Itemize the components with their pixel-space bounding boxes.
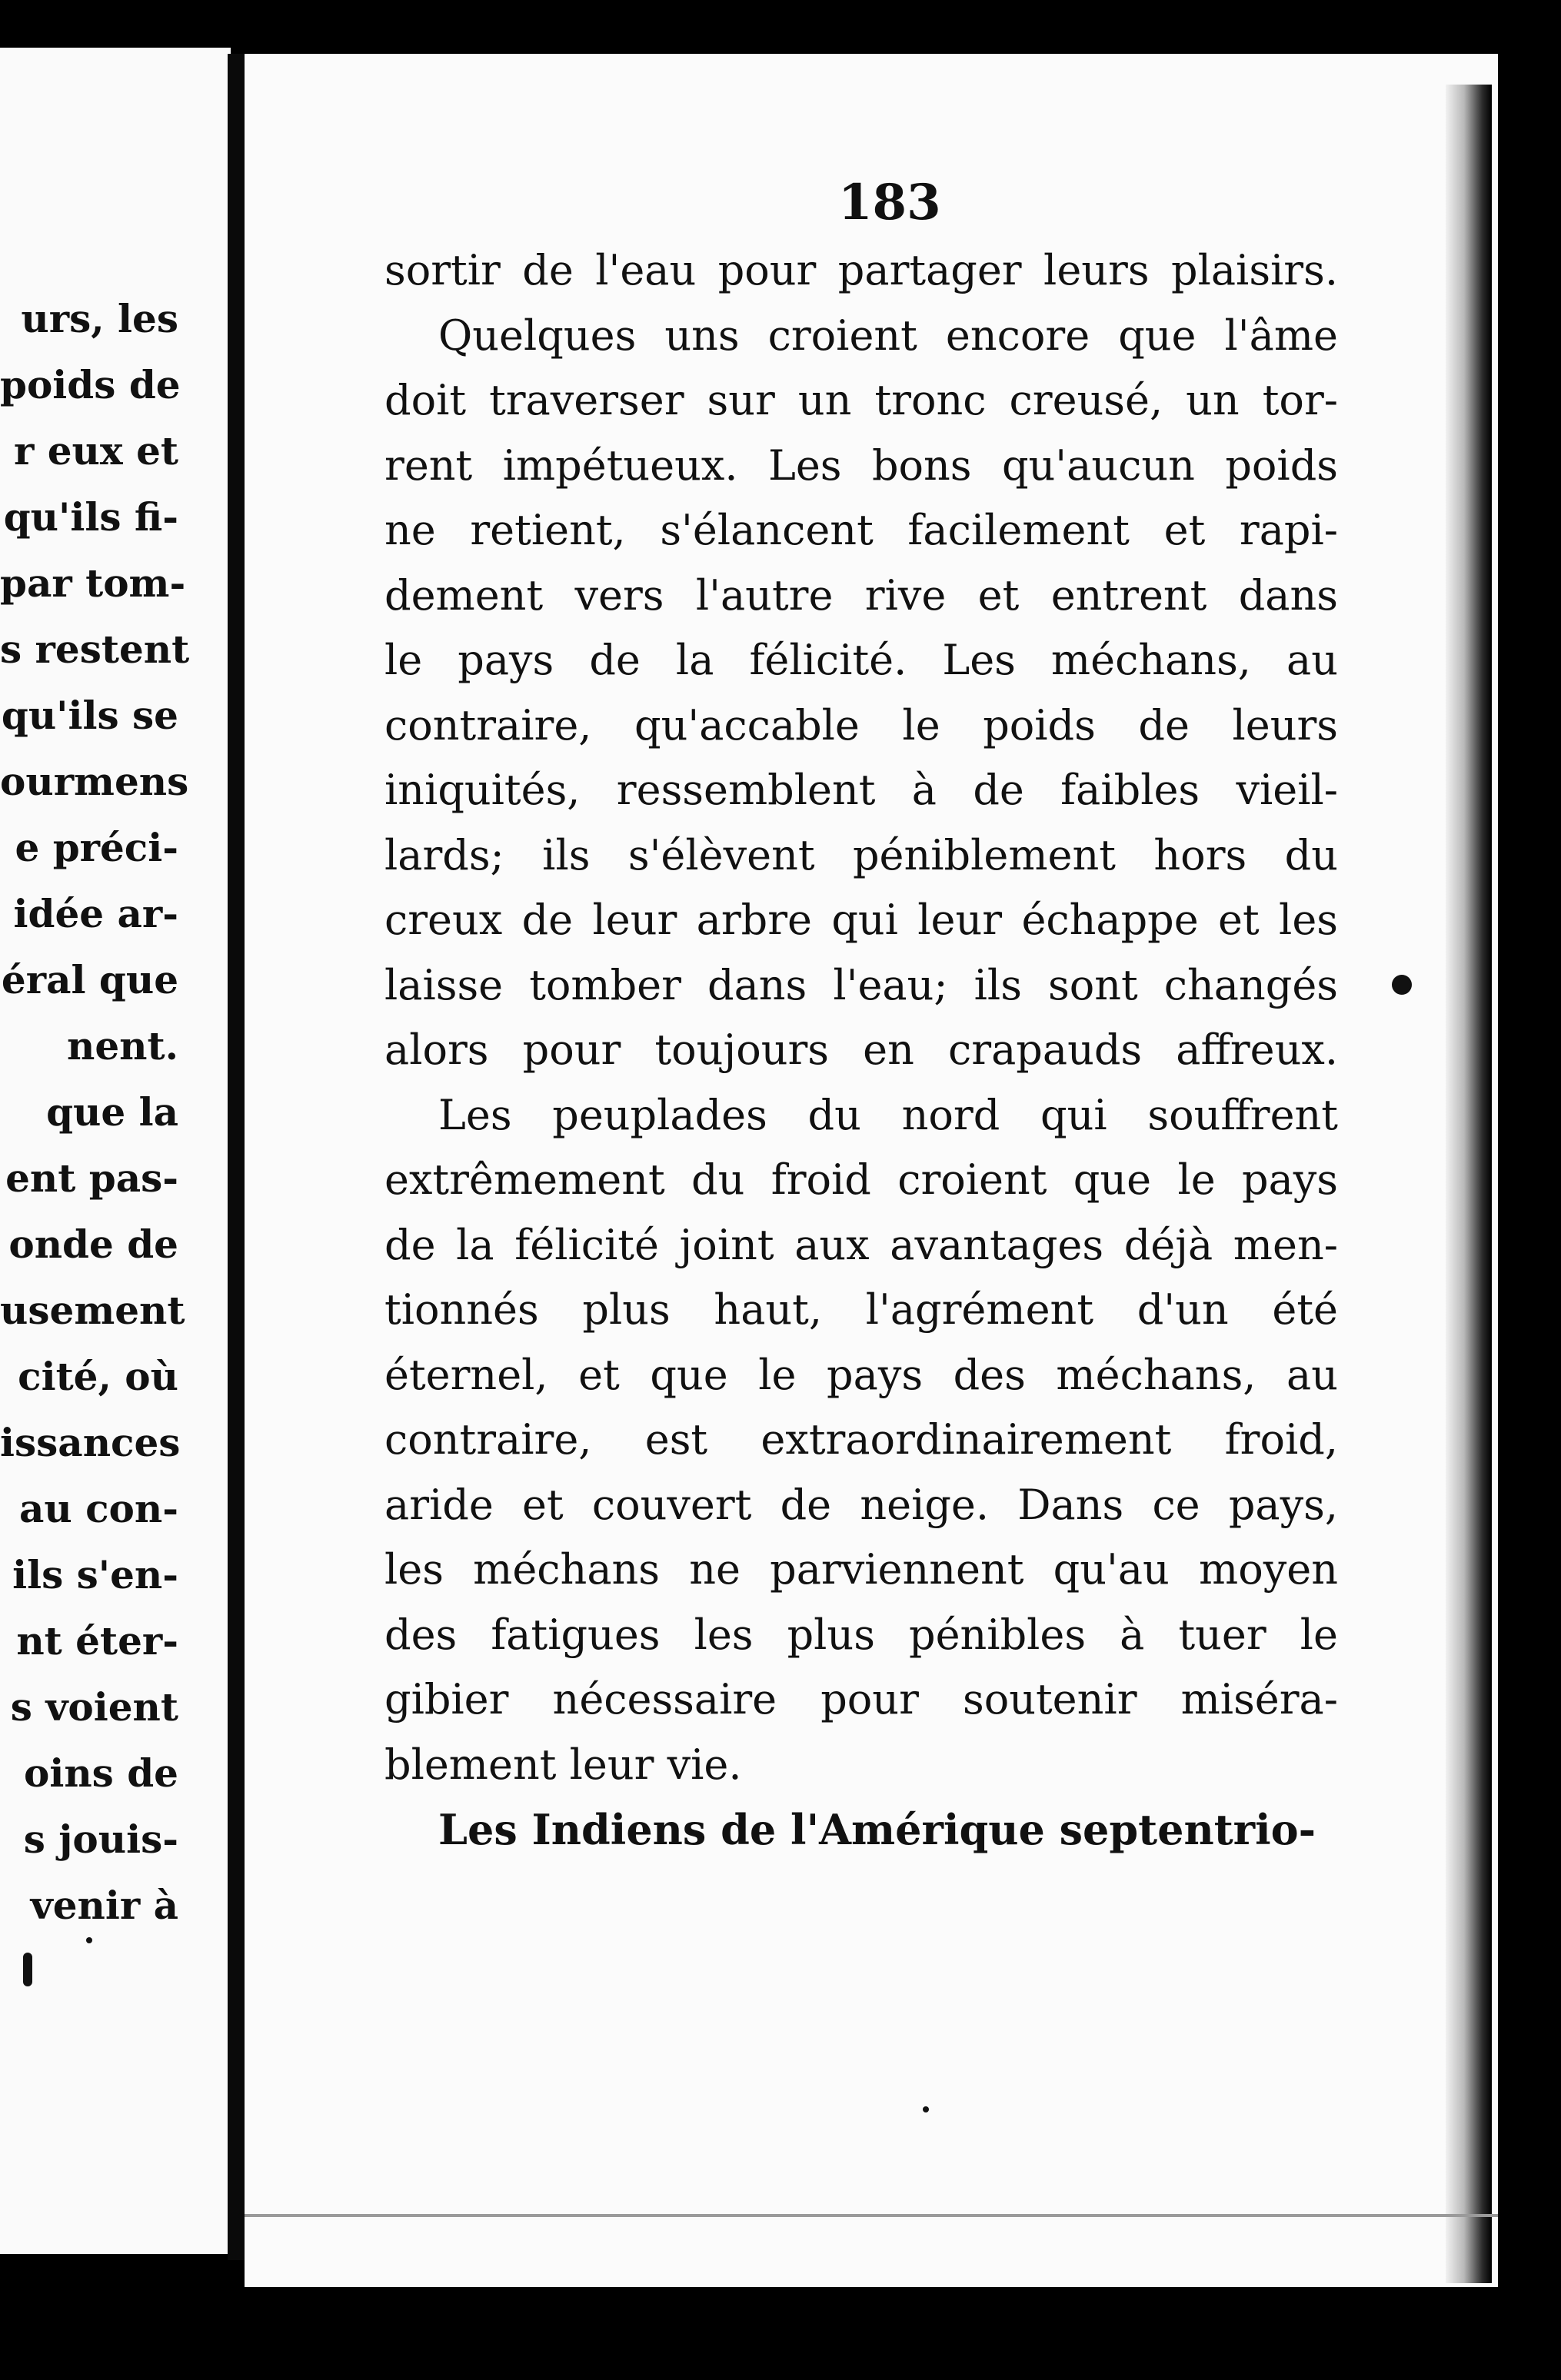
text-line: rent impétueux. Les bons qu'aucun poids [384,440,1338,490]
ink-speck [923,2106,929,2112]
previous-page-line: par tom- [0,560,186,606]
text-line: contraire, est extraordinairement froid, [384,1415,1338,1464]
previous-page-line: oins de [23,1750,178,1796]
text-line: dement vers l'autre rive et entrent dans [384,570,1338,620]
text-line: de la félicité joint aux avantages déjà men- [384,1220,1338,1269]
text-line: alors pour toujours en crapauds affreux. [384,1025,1338,1074]
previous-page-line: ourmens [0,759,189,804]
previous-page-line: usement [0,1288,185,1333]
previous-page-line: qu'ils fi- [3,494,178,540]
previous-page-line: e préci- [15,825,178,870]
ink-speck [1392,975,1412,995]
text-line: tionnés plus haut, l'agrément d'un été [384,1285,1338,1334]
previous-page-line: nt éter- [16,1618,178,1664]
previous-page-line: éral que [1,957,178,1002]
text-line: ne retient, s'élancent facilement et rapi- [384,506,1338,554]
text-line: gibier nécessaire pour soutenir miséra- [384,1675,1338,1724]
previous-page-line: qu'ils se [1,693,178,738]
text-line: iniquités, ressemblent à de faibles vieil- [384,766,1338,814]
previous-page-line: onde de [8,1222,178,1267]
previous-page-line: nent. [66,1023,178,1069]
previous-page-line: s jouis- [23,1817,178,1862]
previous-page-text [0,286,190,1939]
text-line: aride et couvert de neige. Dans ce pays, [384,1480,1338,1529]
text-line: les méchans ne parviennent qu'au moyen [384,1545,1338,1594]
previous-page-line: ent pas- [5,1155,178,1201]
previous-page-line: venir à [30,1883,178,1928]
text-line: éternel, et que le pays des méchans, au [384,1350,1338,1399]
previous-page-line: r eux et [13,428,178,474]
text-line: contraire, qu'accable le poids de leurs [384,700,1338,750]
text-line: blement leur vie. [384,1740,742,1789]
previous-page-line: ils s'en- [12,1552,178,1597]
page-body-text [384,238,1338,1863]
previous-page-line: poids de [0,362,181,407]
previous-page-line: s restent [0,627,190,672]
text-line: Les peuplades du nord qui souffrent [438,1090,1338,1139]
book-gutter [228,54,245,2260]
ink-speck [86,1937,92,1943]
text-line: lards; ils s'élèvent péniblement hors du [384,830,1338,879]
text-line: doit traverser sur un tronc creusé, un tor- [384,376,1338,424]
text-line: des fatigues les plus pénibles à tuer le [384,1610,1338,1659]
text-line: creux de leur arbre qui leur échappe et les [384,896,1338,944]
previous-page-line: au con- [18,1486,178,1531]
page-number: 183 [838,174,941,231]
catchword-line: Les Indiens de l'Amérique septentrio- [438,1805,1316,1854]
previous-page-fragment [0,48,231,2254]
previous-page-line: cité, où [18,1354,178,1399]
text-line: extrêmement du froid croient que le pays [384,1155,1338,1204]
page-edge-shadow [1446,85,1492,2283]
previous-page-line: s voient [10,1684,178,1730]
text-line: sortir de l'eau pour partager leurs plaisirs. [384,246,1338,294]
previous-page-line: urs, les [21,296,178,341]
previous-page-line: que la [46,1089,178,1135]
ink-speck [23,1953,32,1986]
text-line: laisse tomber dans l'eau; ils sont changés [384,960,1338,1009]
page-bottom-edge [245,2214,1498,2217]
text-line: Quelques uns croient encore que l'âme [438,311,1338,360]
previous-page-line: issances [0,1420,181,1465]
text-line: le pays de la félicité. Les méchans, au [384,636,1338,684]
previous-page-line: idée ar- [13,891,178,936]
